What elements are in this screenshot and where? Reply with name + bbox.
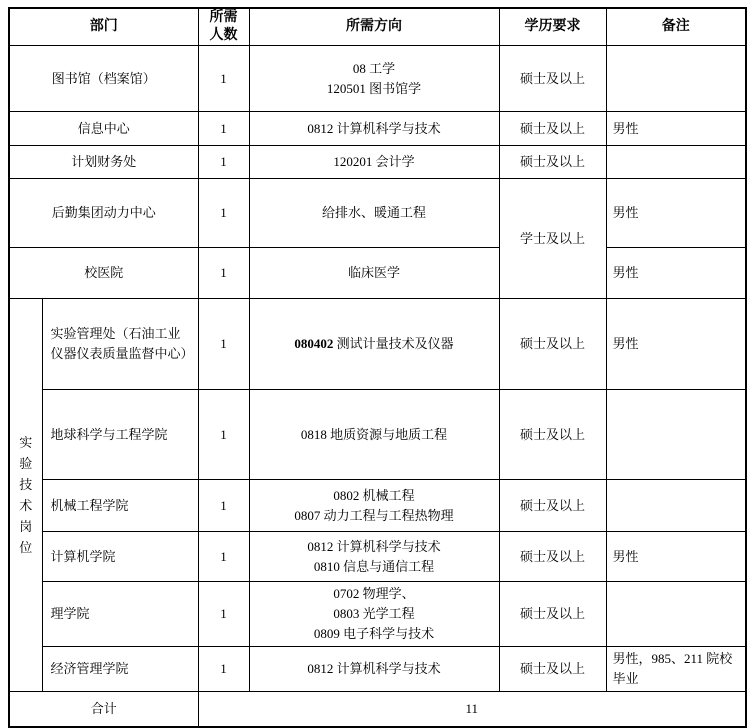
direction-cell: [249, 299, 499, 390]
row-total: [9, 692, 746, 727]
header-count-line1: 所需: [209, 10, 238, 25]
row-economics-college: [9, 647, 746, 692]
remark-cell: [606, 46, 746, 112]
direction-cell: 临床医学: [249, 248, 499, 299]
group-label-experimental-tech-positions: 实验技术岗位: [19, 435, 33, 555]
direction-text: 测试计量技术及仪器: [333, 336, 454, 351]
direction-line: 0810 信息与通信工程: [313, 558, 435, 574]
direction-cell: [249, 582, 499, 647]
header-education: 学历要求: [499, 8, 606, 46]
remark-cell: 男性: [606, 112, 746, 146]
direction-line: 0812 计算机科学与技术: [307, 538, 441, 554]
total-label-cell: 合计: [9, 692, 198, 727]
count-cell: 1: [198, 532, 249, 582]
count-cell: 1: [198, 299, 249, 390]
remark-cell: 男性: [606, 179, 746, 248]
education-cell: 硕士及以上: [499, 532, 606, 582]
dept-cell: 校医院: [9, 248, 198, 299]
direction-line: 0809 电子科学与技术: [313, 626, 435, 641]
direction-cell: 120201 会计学: [249, 146, 499, 179]
count-cell: 1: [198, 146, 249, 179]
row-computer-college: [9, 532, 746, 582]
direction-cell: [249, 480, 499, 532]
recruitment-table: [8, 7, 747, 728]
header-row: [9, 8, 746, 46]
dept-cell: 机械工程学院: [42, 480, 198, 532]
education-cell: 硕士及以上: [499, 46, 606, 112]
direction-line: 0807 动力工程与工程热物理: [294, 507, 454, 523]
direction-cell: 0812 计算机科学与技术: [249, 112, 499, 146]
dept-cell: 后勤集团动力中心: [9, 179, 198, 248]
group-label-cell: [9, 299, 42, 692]
remark-cell: 男性，985、211 院校毕业: [606, 647, 746, 692]
count-cell: 1: [198, 390, 249, 480]
dept-cell: 实验管理处（石油工业仪器仪表质量监督中心）: [42, 299, 198, 390]
count-cell: 1: [198, 112, 249, 146]
count-cell: 1: [198, 179, 249, 248]
education-cell: 硕士及以上: [499, 299, 606, 390]
dept-cell: 地球科学与工程学院: [42, 390, 198, 480]
education-cell-merged: 学士及以上: [499, 179, 606, 299]
remark-cell: [606, 146, 746, 179]
row-science-college: [9, 582, 746, 647]
direction-cell: 给排水、暖通工程: [249, 179, 499, 248]
education-cell: 硕士及以上: [499, 647, 606, 692]
dept-cell: 计划财务处: [9, 146, 198, 179]
row-geoscience-college: [9, 390, 746, 480]
count-cell: 1: [198, 582, 249, 647]
header-count-line2: 人数: [209, 28, 238, 43]
row-logistics-power-center: [9, 179, 746, 248]
direction-cell: [249, 532, 499, 582]
dept-cell: 经济管理学院: [42, 647, 198, 692]
education-cell: 硕士及以上: [499, 480, 606, 532]
remark-cell: [606, 390, 746, 480]
header-direction: 所需方向: [249, 8, 499, 46]
row-school-hospital: [9, 248, 746, 299]
education-cell: 硕士及以上: [499, 146, 606, 179]
education-cell: 硕士及以上: [499, 112, 606, 146]
count-cell: 1: [198, 248, 249, 299]
row-mechanical-college: [9, 480, 746, 532]
dept-cell: 计算机学院: [42, 532, 198, 582]
direction-line: 120501 图书馆学: [326, 80, 422, 96]
direction-cell: [249, 46, 499, 112]
direction-line: 0802 机械工程: [333, 487, 415, 503]
total-value-cell: 11: [198, 692, 746, 727]
direction-line: 08 工学: [352, 60, 396, 76]
dept-cell: 图书馆（档案馆）: [9, 46, 198, 112]
dept-cell: 信息中心: [9, 112, 198, 146]
direction-line: 0702 物理学、: [333, 586, 415, 601]
row-library: [9, 46, 746, 112]
remark-cell: [606, 582, 746, 647]
remark-cell: [606, 480, 746, 532]
direction-cell: 0818 地质资源与地质工程: [249, 390, 499, 480]
header-count: [198, 8, 249, 46]
count-cell: 1: [198, 46, 249, 112]
remark-cell: 男性: [606, 248, 746, 299]
direction-code: 080402: [294, 336, 334, 351]
count-cell: 1: [198, 480, 249, 532]
row-lab-admin-office: [9, 299, 746, 390]
direction-line: 0803 光学工程: [333, 606, 415, 621]
header-department: 部门: [9, 8, 198, 46]
remark-cell: 男性: [606, 299, 746, 390]
education-cell: 硕士及以上: [499, 582, 606, 647]
dept-cell: 理学院: [42, 582, 198, 647]
direction-cell: 0812 计算机科学与技术: [249, 647, 499, 692]
remark-cell: 男性: [606, 532, 746, 582]
row-finance-office: [9, 146, 746, 179]
row-info-center: [9, 112, 746, 146]
count-cell: 1: [198, 647, 249, 692]
education-cell: 硕士及以上: [499, 390, 606, 480]
header-remark: 备注: [606, 8, 746, 46]
